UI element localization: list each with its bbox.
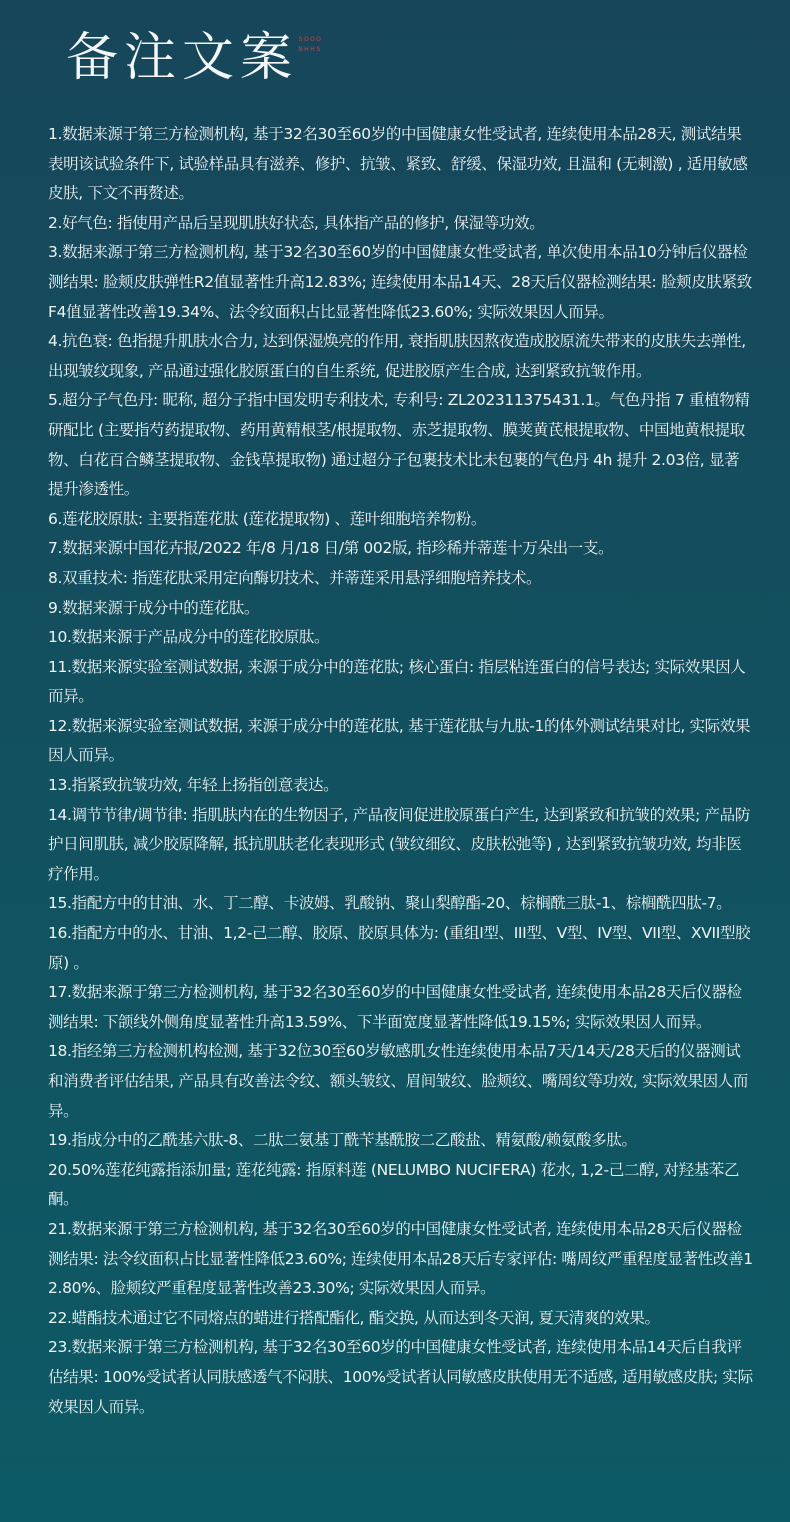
note-item: 6.莲花胶原肽: 主要指莲花肽 (莲花提取物) 、莲叶细胞培养物粉。 [48,509,486,528]
note-item: 3.数据来源于第三方检测机构, 基于32名30至60岁的中国健康女性受试者, 单次使用本品10分钟后仪器检测结果: 脸颊皮肤弹性R2值显著性升高12.83%; 连续使用本品14天、28天后仪器检测结果: 脸颊皮肤紧致F4值显著性改善19.34%、法令纹面积占比显著性降低23.60%; 实际效果因人而异。 [48,243,752,321]
note-item: 22.蜡酯技术通过它不同熔点的蜡进行搭配酯化, 酯交换, 从而达到冬天润, 夏天清爽的效果。 [48,1308,660,1327]
note-item: 5.超分子气色丹: 昵称, 超分子指中国发明专利技术, 专利号: ZL202311375431.1。气色丹指 7 重植物精研配比 (主要指芍药提取物、药用黄精根茎/根提取物、赤芝提取物、膜荚黄芪根提取物、中国地黄根提取物、白花百合鳞茎提取物、金钱草提取物) 通过超分子包裹技术比未包裹的气色丹 4h 提升 2.03倍, 显著提升渗透性。 [48,391,750,499]
note-item: 2.好气色: 指使用产品后呈现肌肤好状态, 具体指产品的修护, 保湿等功效。 [48,213,545,232]
seal-char: O [304,36,309,43]
note-item: 13.指紧致抗皱功效, 年轻上扬指创意表达。 [48,776,339,795]
note-item: 15.指配方中的甘油、水、丁二醇、卡波姆、乳酸钠、聚山梨醇酯-20、棕榈酰三肽-1、棕榈酰四肽-7。 [48,894,732,913]
seal-char: S [316,46,321,53]
note-item: 8.双重技术: 指莲花肽采用定向酶切技术、并蒂莲采用悬浮细胞培养技术。 [48,568,542,587]
note-item: 21.数据来源于第三方检测机构, 基于32名30至60岁的中国健康女性受试者, 连续使用本品28天后仪器检测结果: 法令纹面积占比显著性降低23.60%; 连续使用本品28天后专家评估: 嘴周纹严重程度显著性改善12.80%、脸颊纹严重程度显著性改善23.30%; 实际效果因人而异。 [48,1219,753,1298]
seal-char: S [298,36,303,43]
seal-char: N [298,46,303,53]
notes-list [48,120,753,1422]
note-item: 20.50%莲花纯露指添加量; 莲花纯露: 指原料莲 (NELUMBO NUCIFERA) 花水, 1,2-己二醇, 对羟基苯乙酮。 [48,1160,740,1209]
note-item: 19.指成分中的乙酰基六肽-8、二肽二氨基丁酰苄基酰胺二乙酸盐、精氨酸/赖氨酸多肽。 [48,1131,637,1150]
note-item: 16.指配方中的水、甘油、1,2-己二醇、胶原、胶原具体为: (重组I型、III型、V型、IV型、VII型、XVII型胶原) 。 [48,924,751,972]
seal-stamp-icon [298,36,320,56]
seal-char: O [316,36,321,43]
header [66,22,320,94]
note-item: 4.抗色衰: 色指提升肌肤水合力, 达到保湿焕亮的作用, 衰指肌肤因熬夜造成胶原流失带来的皮肤失去弹性, 出现皱纹现象, 产品通过强化胶原蛋白的自生系统, 促进胶原产生合成, 达到紧致抗皱作用。 [48,332,746,380]
note-item: 23.数据来源于第三方检测机构, 基于32名30至60岁的中国健康女性受试者, 连续使用本品14天后自我评估结果: 100%受试者认同肤感透气不闷肤、100%受试者认同敏感皮肤使用无不适感, 适用敏感皮肤; 实际效果因人而异。 [48,1338,753,1416]
note-item: 18.指经第三方检测机构检测, 基于32位30至60岁敏感肌女性连续使用本品7天/14天/28天后的仪器测试和消费者评估结果, 产品具有改善法令纹、额头皱纹、眉间皱纹、脸颊纹、嘴周纹等功效, 实际效果因人而异。 [48,1042,749,1120]
seal-char: H [304,46,309,53]
note-item: 17.数据来源于第三方检测机构, 基于32名30至60岁的中国健康女性受试者, 连续使用本品28天后仪器检测结果: 下颌线外侧角度显著性升高13.59%、下半面宽度显著性降低19.15%; 实际效果因人而异。 [48,983,742,1031]
seal-char: H [310,46,315,53]
note-item: 11.数据来源实验室测试数据, 来源于成分中的莲花肽; 核心蛋白: 指层粘连蛋白的信号表达; 实际效果因人而异。 [48,657,746,706]
note-item: 12.数据来源实验室测试数据, 来源于成分中的莲花肽, 基于莲花肽与九肽-1的体外测试结果对比, 实际效果因人而异。 [48,716,751,765]
note-item: 7.数据来源中国花卉报/2022 年/8 月/18 日/第 002版, 指珍稀并蒂莲十万朵出一支。 [48,539,614,558]
note-item: 10.数据来源于产品成分中的莲花胶原肽。 [48,628,330,647]
seal-char: O [310,36,315,43]
note-item: 14.调节节律/调节律: 指肌肤内在的生物因子, 产品夜间促进胶原蛋白产生, 达到紧致和抗皱的效果; 产品防护日间肌肤, 减少胶原降解, 抵抗肌肤老化表现形式 (皱纹细纹、皮肤松弛等) , 达到紧致抗皱功效, 均非医疗作用。 [48,805,750,883]
note-item: 1.数据来源于第三方检测机构, 基于32名30至60岁的中国健康女性受试者, 连续使用本品28天, 测试结果表明该试验条件下, 试验样品具有滋养、修护、抗皱、紧致、舒缓、保湿功效, 且温和 (无刺激) , 适用敏感皮肤, 下文不再赘述。 [48,125,748,203]
page-title: 备注文案 [66,28,299,88]
note-item: 9.数据来源于成分中的莲花肽。 [48,598,260,617]
